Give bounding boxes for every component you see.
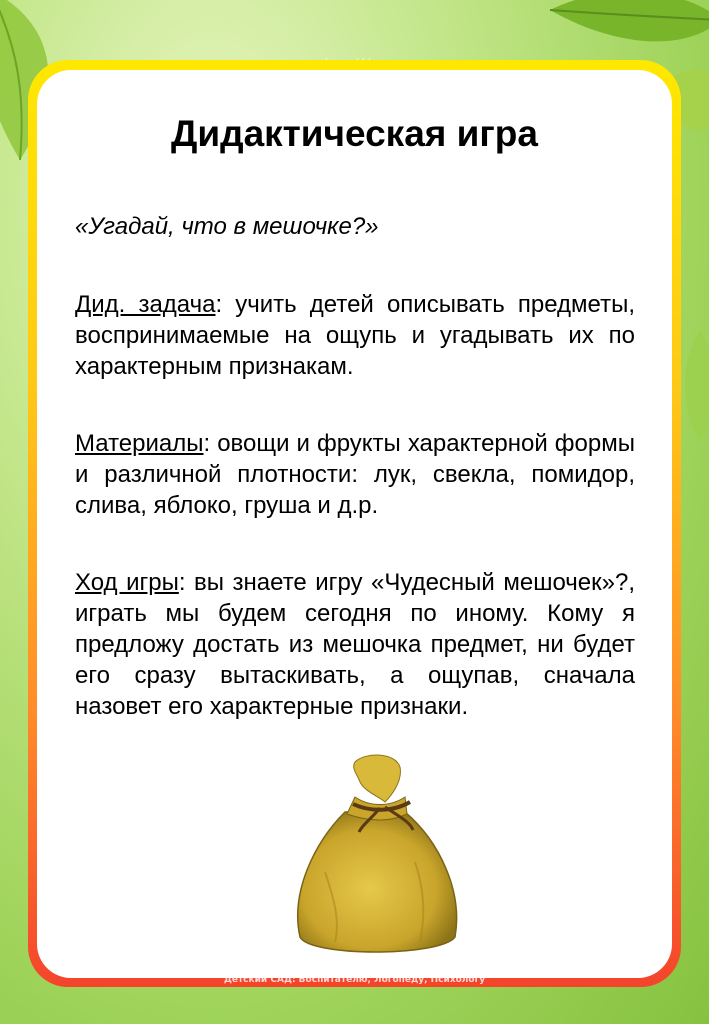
section-materials xyxy=(75,428,635,521)
section-procedure xyxy=(75,567,635,722)
section-text: : овощи и фрукты характерной формы и различной плотности: лук, свекла, помидор, слива, яблоко, груша и д.р. xyxy=(75,430,635,519)
section-label: Ход игры xyxy=(75,569,179,596)
page-title: Дидактическая игра xyxy=(170,113,538,154)
section-task xyxy=(75,289,635,382)
section-label: Дид. задача xyxy=(75,291,216,318)
game-name: «Угадай, что в мешочке?» xyxy=(75,213,379,240)
section-label: Материалы xyxy=(75,430,204,457)
section-text: : вы знаете игру «Чудесный мешочек»?, играть мы будем сегодня по иному. Кому я предложу достать из мешочка предмет, ни будет его сразу вытаскивать, а ощупав, сначала назовет его характерные признаки. xyxy=(75,569,635,720)
watermark-bottom: Детский САД: Воспитателю, Логопеду, Психологу xyxy=(223,975,486,985)
sack-icon xyxy=(285,752,465,962)
section-text: : учить детей описывать предметы, воспринимаемые на ощупь и угадывать их по характерным признакам. xyxy=(75,291,635,380)
